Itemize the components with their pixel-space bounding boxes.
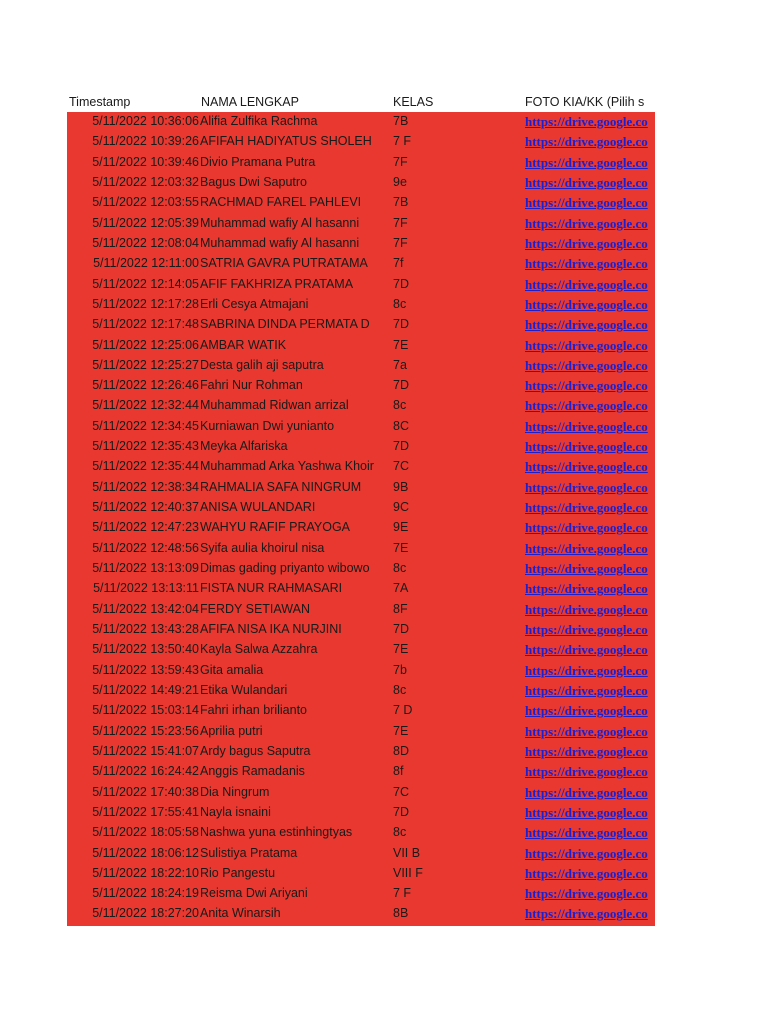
cell-kelas: 7 F (393, 886, 412, 901)
cell-nama-lengkap: FISTA NUR RAHMASARI (200, 581, 343, 596)
cell-kelas: 8c (393, 398, 407, 413)
cell-kelas: 7D (393, 276, 409, 291)
table-row (67, 376, 655, 396)
cell-nama-lengkap: Sulistiya Pratama (200, 845, 298, 860)
cell-foto-link[interactable]: https://drive.google.co (525, 276, 648, 292)
cell-timestamp: 5/11/2022 13:42:04 (92, 601, 199, 616)
cell-nama-lengkap: ANISA WULANDARI (200, 500, 316, 515)
cell-foto-link[interactable]: https://drive.google.co (525, 479, 648, 495)
cell-nama-lengkap: Anggis Ramadanis (200, 764, 305, 779)
cell-kelas: 7b (393, 662, 407, 677)
cell-foto-link[interactable]: https://drive.google.co (525, 581, 648, 597)
cell-foto-link[interactable]: https://drive.google.co (525, 642, 648, 658)
table-row (67, 762, 655, 782)
cell-kelas: 8C (393, 418, 409, 433)
table-row (67, 803, 655, 823)
cell-kelas: 7B (393, 195, 409, 210)
cell-foto-link[interactable]: https://drive.google.co (525, 134, 648, 150)
cell-kelas: 8c (393, 682, 407, 697)
cell-kelas: 7A (393, 581, 409, 596)
cell-nama-lengkap: Erli Cesya Atmajani (200, 296, 309, 311)
cell-nama-lengkap: Divio Pramana Putra (200, 154, 316, 169)
cell-timestamp: 5/11/2022 12:05:39 (92, 215, 199, 230)
cell-foto-link[interactable]: https://drive.google.co (525, 520, 648, 536)
cell-nama-lengkap: AFIFA NISA IKA NURJINI (200, 622, 342, 636)
cell-timestamp: 5/11/2022 14:49:21 (92, 682, 199, 697)
cell-foto-link[interactable]: https://drive.google.co (525, 723, 648, 739)
cell-timestamp: 5/11/2022 18:27:20 (92, 906, 199, 921)
cell-nama-lengkap: Dia Ningrum (200, 784, 270, 799)
cell-kelas: 9C (393, 500, 409, 515)
cell-foto-link[interactable]: https://drive.google.co (525, 195, 648, 211)
cell-nama-lengkap: AMBAR WATIK (200, 337, 287, 352)
cell-foto-link[interactable]: https://drive.google.co (525, 256, 648, 272)
cell-nama-lengkap: Etika Wulandari (200, 682, 288, 697)
cell-timestamp: 5/11/2022 12:48:56 (92, 540, 199, 555)
table-row (67, 681, 655, 701)
table-row (67, 661, 655, 681)
table-row (67, 336, 655, 356)
cell-timestamp: 5/11/2022 12:17:28 (92, 296, 199, 311)
cell-foto-link[interactable]: https://drive.google.co (525, 439, 648, 455)
cell-timestamp: 5/11/2022 13:13:11 (93, 581, 199, 596)
table-row (67, 701, 655, 721)
cell-nama-lengkap: SATRIA GAVRA PUTRATAMA (200, 256, 368, 271)
table-row (67, 295, 655, 315)
cell-kelas: 8f (393, 764, 404, 779)
cell-timestamp: 5/11/2022 12:26:46 (92, 378, 199, 393)
cell-nama-lengkap: FERDY SETIAWAN (200, 601, 310, 616)
cell-timestamp: 5/11/2022 18:05:58 (92, 825, 199, 840)
cell-timestamp: 5/11/2022 12:35:44 (92, 459, 199, 474)
cell-kelas: 7a (393, 357, 407, 372)
cell-foto-link[interactable]: https://drive.google.co (525, 784, 648, 800)
cell-kelas: 7C (393, 784, 409, 799)
cell-kelas: 7D (393, 317, 409, 332)
cell-foto-link[interactable]: https://drive.google.co (525, 235, 648, 251)
cell-timestamp: 5/11/2022 17:40:38 (92, 784, 199, 799)
table-row (67, 234, 655, 254)
table-row (67, 457, 655, 477)
cell-foto-link[interactable]: https://drive.google.co (525, 561, 648, 577)
cell-timestamp: 5/11/2022 10:39:46 (92, 154, 199, 169)
cell-nama-lengkap: Fahri irhan brilianto (200, 703, 307, 718)
cell-kelas: 8F (393, 601, 408, 616)
cell-kelas: 7E (393, 723, 409, 738)
cell-kelas: 7F (393, 215, 408, 230)
cell-foto-link[interactable]: https://drive.google.co (525, 500, 648, 516)
table-row (67, 904, 655, 924)
cell-kelas: 9B (393, 479, 409, 494)
cell-foto-link[interactable]: https://drive.google.co (525, 459, 648, 475)
cell-foto-link[interactable]: https://drive.google.co (525, 154, 648, 170)
cell-foto-link[interactable]: https://drive.google.co (525, 215, 648, 231)
cell-foto-link[interactable]: https://drive.google.co (525, 906, 648, 922)
table-row (67, 600, 655, 620)
cell-nama-lengkap: Alifia Zulfika Rachma (200, 114, 318, 128)
table-row (67, 498, 655, 518)
cell-nama-lengkap: Muhammad wafiy Al hasanni (200, 215, 360, 230)
cell-timestamp: 5/11/2022 12:35:43 (92, 439, 199, 454)
table-row (67, 884, 655, 904)
table-row (67, 783, 655, 803)
cell-nama-lengkap: WAHYU RAFIF PRAYOGA (200, 520, 351, 535)
cell-foto-link[interactable]: https://drive.google.co (525, 317, 648, 333)
cell-kelas: 7F (393, 235, 408, 250)
cell-timestamp: 5/11/2022 16:24:42 (92, 764, 199, 779)
cell-timestamp: 5/11/2022 13:13:09 (92, 561, 199, 576)
cell-timestamp: 5/11/2022 15:23:56 (92, 723, 199, 738)
cell-nama-lengkap: Muhammad wafiy Al hasanni (200, 235, 360, 250)
cell-nama-lengkap: AFIFAH HADIYATUS SHOLEH (200, 134, 372, 149)
cell-nama-lengkap: Ardy bagus Saputra (200, 743, 311, 758)
cell-timestamp: 5/11/2022 18:22:10 (92, 865, 199, 880)
cell-nama-lengkap: Kurniawan Dwi yunianto (200, 418, 335, 433)
cell-nama-lengkap: SABRINA DINDA PERMATA D (200, 317, 370, 332)
cell-kelas: 8D (393, 743, 409, 758)
cell-foto-link[interactable]: https://drive.google.co (525, 804, 648, 820)
cell-nama-lengkap: Syifa aulia khoirul nisa (200, 540, 325, 555)
table-row (67, 356, 655, 376)
cell-nama-lengkap: Muhammad Arka Yashwa Khoir (200, 459, 374, 474)
cell-timestamp: 5/11/2022 12:17:48 (92, 317, 199, 332)
cell-timestamp: 5/11/2022 12:38:34 (92, 479, 199, 494)
cell-nama-lengkap: Desta galih aji saputra (200, 357, 324, 372)
cell-nama-lengkap: Kayla Salwa Azzahra (200, 642, 318, 657)
cell-kelas: VII B (393, 845, 421, 860)
cell-nama-lengkap: Anita Winarsih (200, 906, 281, 921)
cell-timestamp: 5/11/2022 12:25:27 (92, 357, 199, 372)
cell-foto-link[interactable]: https://drive.google.co (525, 337, 648, 353)
cell-kelas: 7E (393, 337, 409, 352)
cell-foto-link[interactable]: https://drive.google.co (525, 764, 648, 780)
cell-timestamp: 5/11/2022 12:08:04 (92, 235, 199, 250)
cell-kelas: 8c (393, 296, 407, 311)
cell-kelas: 7D (393, 804, 409, 819)
cell-foto-link[interactable]: https://drive.google.co (525, 296, 648, 312)
column-header-row (67, 94, 657, 112)
cell-timestamp: 5/11/2022 10:36:06 (92, 114, 199, 128)
table-row (67, 864, 655, 884)
cell-foto-link[interactable]: https://drive.google.co (525, 703, 648, 719)
cell-kelas: 7C (393, 459, 409, 474)
table-row (67, 214, 655, 234)
cell-kelas: 7E (393, 642, 409, 657)
cell-timestamp: 5/11/2022 12:25:06 (92, 337, 199, 352)
cell-foto-link[interactable]: https://drive.google.co (525, 398, 648, 414)
cell-timestamp: 5/11/2022 12:03:55 (92, 195, 199, 210)
cell-timestamp: 5/11/2022 13:43:28 (92, 622, 199, 636)
table-row (67, 844, 655, 864)
cell-kelas: 7 F (393, 134, 412, 149)
cell-timestamp: 5/11/2022 17:55:41 (92, 804, 199, 819)
cell-foto-link[interactable]: https://drive.google.co (525, 357, 648, 373)
cell-foto-link[interactable]: https://drive.google.co (525, 662, 648, 678)
cell-timestamp: 5/11/2022 15:41:07 (92, 743, 199, 758)
cell-foto-link[interactable]: https://drive.google.co (525, 682, 648, 698)
table-row (67, 539, 655, 559)
cell-nama-lengkap: Muhammad Ridwan arrizal (200, 398, 349, 413)
table-row (67, 722, 655, 742)
cell-timestamp: 5/11/2022 12:32:44 (92, 398, 199, 413)
cell-foto-link[interactable]: https://drive.google.co (525, 174, 648, 190)
cell-kelas: VIII F (393, 865, 423, 880)
cell-nama-lengkap: Reisma Dwi Ariyani (200, 886, 308, 901)
cell-foto-link[interactable]: https://drive.google.co (525, 743, 648, 759)
table-row (67, 396, 655, 416)
cell-foto-link[interactable]: https://drive.google.co (525, 114, 648, 129)
column-header-kelas: KELAS (393, 95, 434, 109)
cell-foto-link[interactable]: https://drive.google.co (525, 418, 648, 434)
cell-kelas: 7D (393, 439, 409, 454)
table-row (67, 132, 655, 152)
cell-nama-lengkap: Fahri Nur Rohman (200, 378, 303, 393)
cell-kelas: 7D (393, 622, 409, 636)
table-row (67, 518, 655, 538)
table-row (67, 559, 655, 579)
cell-foto-link[interactable]: https://drive.google.co (525, 601, 648, 617)
table-row (67, 437, 655, 457)
table-row (67, 478, 655, 498)
cell-nama-lengkap: Dimas gading priyanto wibowo (200, 561, 370, 576)
cell-kelas: 9e (393, 174, 407, 189)
cell-nama-lengkap: RACHMAD FAREL PAHLEVI (200, 195, 362, 210)
column-header-timestamp: Timestamp (69, 95, 131, 109)
cell-foto-link[interactable]: https://drive.google.co (525, 865, 648, 881)
table-row (67, 315, 655, 335)
cell-foto-link[interactable]: https://drive.google.co (525, 845, 648, 861)
column-header-nama-lengkap: NAMA LENGKAP (201, 95, 299, 109)
cell-timestamp: 5/11/2022 10:39:26 (92, 134, 199, 149)
table-row (67, 640, 655, 660)
cell-foto-link[interactable]: https://drive.google.co (525, 378, 648, 394)
cell-kelas: 8c (393, 825, 407, 840)
cell-kelas: 7B (393, 114, 409, 128)
cell-kelas: 7f (393, 256, 404, 271)
table-row (67, 579, 655, 599)
cell-timestamp: 5/11/2022 12:47:23 (92, 520, 199, 535)
table-row (67, 173, 655, 193)
cell-nama-lengkap: Aprilia putri (200, 723, 263, 738)
cell-kelas: 7F (393, 154, 408, 169)
cell-timestamp: 5/11/2022 12:40:37 (92, 500, 199, 515)
cell-kelas: 7 D (393, 703, 413, 718)
cell-nama-lengkap: Nayla isnaini (200, 804, 271, 819)
table-row (67, 620, 655, 640)
table-row (67, 193, 655, 213)
cell-nama-lengkap: Meyka Alfariska (200, 439, 288, 454)
cell-nama-lengkap: Rio Pangestu (200, 865, 276, 880)
cell-timestamp: 5/11/2022 13:59:43 (92, 662, 199, 677)
cell-nama-lengkap: Nashwa yuna estinhingtyas (200, 825, 353, 840)
cell-timestamp: 5/11/2022 12:34:45 (92, 418, 199, 433)
cell-timestamp: 5/11/2022 12:03:32 (92, 174, 199, 189)
cell-nama-lengkap: Gita amalia (200, 662, 264, 677)
table-row (67, 417, 655, 437)
column-header-foto: FOTO KIA/KK (Pilih s (525, 95, 645, 109)
table-row (67, 275, 655, 295)
cell-kelas: 9E (393, 520, 409, 535)
cell-kelas: 8B (393, 906, 409, 921)
cell-kelas: 8c (393, 561, 407, 576)
table-body (67, 112, 655, 926)
cell-kelas: 7E (393, 540, 409, 555)
table-row (67, 742, 655, 762)
table-row (67, 153, 655, 173)
table-row (67, 823, 655, 843)
cell-nama-lengkap: Bagus Dwi Saputro (200, 174, 308, 189)
table-row (67, 254, 655, 274)
cell-timestamp: 5/11/2022 12:14:05 (92, 276, 199, 291)
cell-timestamp: 5/11/2022 13:50:40 (92, 642, 199, 657)
cell-nama-lengkap: AFIF FAKHRIZA PRATAMA (200, 276, 354, 291)
cell-timestamp: 5/11/2022 18:24:19 (92, 886, 199, 901)
cell-kelas: 7D (393, 378, 409, 393)
cell-foto-link[interactable]: https://drive.google.co (525, 622, 648, 637)
cell-foto-link[interactable]: https://drive.google.co (525, 886, 648, 902)
cell-nama-lengkap: RAHMALIA SAFA NINGRUM (200, 479, 362, 494)
cell-timestamp: 5/11/2022 12:11:00 (93, 256, 199, 271)
table-row (67, 112, 655, 132)
cell-foto-link[interactable]: https://drive.google.co (525, 825, 648, 841)
cell-timestamp: 5/11/2022 15:03:14 (92, 703, 199, 718)
cell-timestamp: 5/11/2022 18:06:12 (92, 845, 199, 860)
cell-foto-link[interactable]: https://drive.google.co (525, 540, 648, 556)
